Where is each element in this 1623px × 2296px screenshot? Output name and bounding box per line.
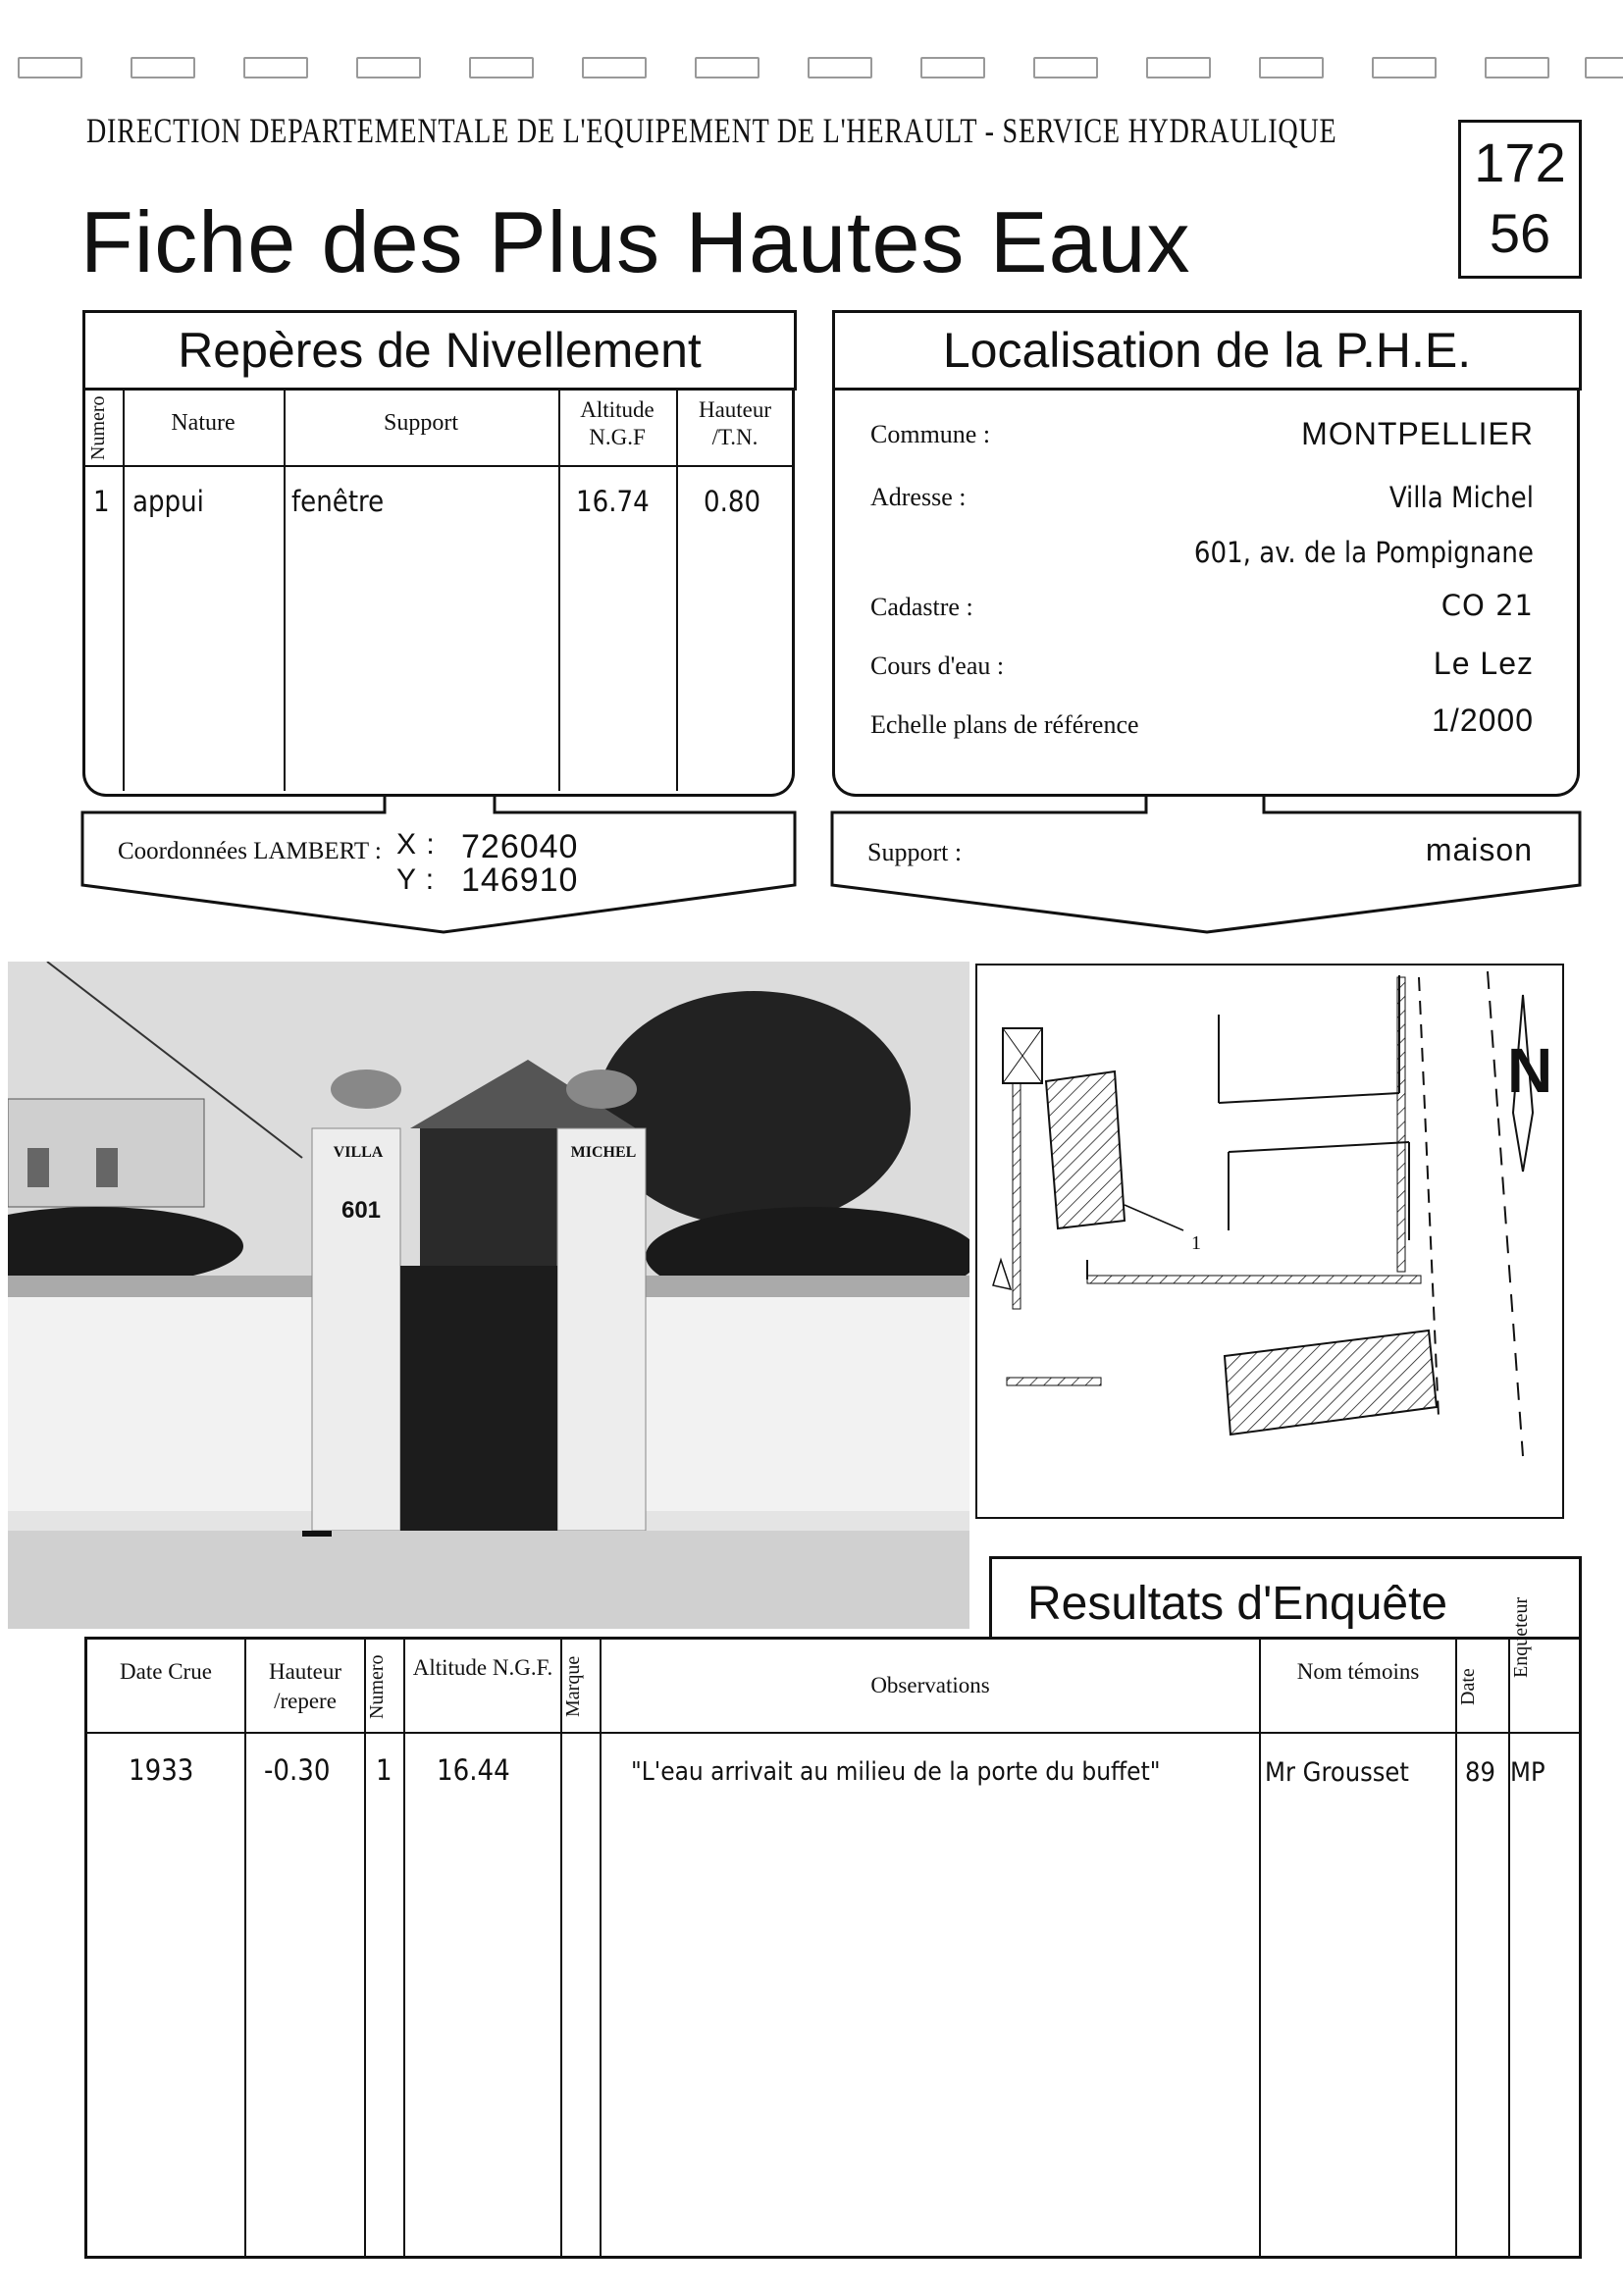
col-altitude: Altitude N.G.F	[580, 397, 654, 449]
row-date: 89	[1465, 1757, 1495, 1788]
row-altitude: 16.74	[576, 485, 650, 518]
cours-label: Cours d'eau :	[870, 652, 1005, 680]
reference-box	[1458, 120, 1582, 279]
map-marker-label: 1	[1191, 1232, 1201, 1254]
col-support: Support	[383, 410, 458, 436]
row-enqueteur: MP	[1510, 1757, 1545, 1788]
punch-hole	[243, 57, 308, 78]
row-altitude: 16.44	[437, 1753, 510, 1787]
reference-top: 172	[1474, 131, 1566, 193]
support-label: Support :	[867, 838, 963, 866]
row-nom: Mr Grousset	[1265, 1757, 1409, 1788]
row-numero: 1	[376, 1753, 393, 1787]
col-marque: Marque	[562, 1655, 584, 1718]
lambert-label: Coordonnées LAMBERT :	[118, 838, 382, 864]
punch-hole	[695, 57, 759, 78]
sign-villa: VILLA	[333, 1144, 384, 1161]
col-observations: Observations	[870, 1673, 990, 1697]
adresse-label: Adresse :	[870, 483, 967, 511]
col-enqueteur: Enqueteur	[1510, 1596, 1532, 1679]
punch-holes	[0, 57, 1623, 78]
localisation-title: Localisation de la P.H.E.	[832, 310, 1582, 391]
cadastre-label: Cadastre :	[870, 593, 973, 621]
col-numero: Numero	[366, 1654, 388, 1719]
resultats-title-box	[989, 1556, 1582, 1639]
column-divider	[284, 389, 286, 791]
y-value: 146910	[461, 861, 579, 899]
col-date-crue: Date Crue	[120, 1659, 212, 1684]
col-nom-temoins: Nom témoins	[1296, 1659, 1420, 1684]
row-support: fenêtre	[291, 485, 385, 518]
site-photo	[8, 962, 969, 1629]
commune-value: MONTPELLIER	[1301, 416, 1534, 451]
punch-hole	[1372, 57, 1437, 78]
column-divider	[1455, 1640, 1457, 2256]
header-separator	[85, 465, 792, 467]
cadastre-value: CO 21	[1440, 589, 1534, 622]
col-date: Date	[1457, 1668, 1479, 1705]
cours-value: Le Lez	[1433, 646, 1534, 681]
header-separator	[87, 1732, 1579, 1734]
adresse-line-2: 601, av. de la Pompignane	[1193, 536, 1534, 569]
column-divider	[560, 1640, 562, 2256]
col-hauteur: Hauteur /T.N.	[698, 397, 772, 449]
punch-hole	[1033, 57, 1098, 78]
col-numero: Numero	[87, 395, 109, 460]
echelle-label: Echelle plans de référence	[870, 710, 1139, 739]
punch-hole	[131, 57, 195, 78]
column-divider	[123, 389, 125, 791]
north-icon: N	[1507, 1035, 1553, 1106]
column-divider	[364, 1640, 366, 2256]
adresse-line-1: Villa Michel	[1388, 481, 1534, 514]
localisation-panel	[832, 389, 1580, 797]
punch-hole	[18, 57, 82, 78]
column-divider	[600, 1640, 602, 2256]
column-divider	[1259, 1640, 1261, 2256]
support-value: maison	[1425, 832, 1533, 867]
column-divider	[403, 1640, 405, 2256]
house-number: 601	[340, 1197, 382, 1224]
map-drawing	[977, 965, 1562, 1517]
reperes-table	[82, 389, 795, 797]
commune-label: Commune :	[870, 420, 991, 448]
echelle-value: 1/2000	[1432, 703, 1534, 738]
page-title: Fiche des Plus Hautes Eaux	[80, 193, 1191, 290]
punch-hole	[1585, 57, 1623, 78]
row-numero: 1	[93, 485, 110, 518]
reperes-title: Repères de Nivellement	[82, 310, 797, 391]
column-divider	[1508, 1640, 1510, 2256]
row-observations: "L'eau arrivait au milieu de la porte du buffet"	[631, 1757, 1161, 1787]
punch-hole	[469, 57, 534, 78]
col-altitude: Altitude N.G.F.	[412, 1655, 553, 1680]
service-header: DIRECTION DEPARTEMENTALE DE L'EQUIPEMENT DE L'HERAULT - SERVICE HYDRAULIQUE	[86, 111, 1337, 150]
punch-hole	[920, 57, 985, 78]
resultats-title: Resultats d'Enquête	[1027, 1578, 1448, 1630]
row-hauteur: 0.80	[704, 485, 761, 518]
punch-hole	[808, 57, 872, 78]
y-label: Y :	[396, 863, 436, 896]
punch-hole	[356, 57, 421, 78]
row-nature: appui	[132, 485, 204, 518]
site-map	[975, 964, 1564, 1519]
punch-hole	[582, 57, 647, 78]
x-label: X :	[396, 828, 436, 861]
punch-hole	[1146, 57, 1211, 78]
x-value: 726040	[461, 828, 579, 865]
col-hauteur-repere: Hauteur /repere	[268, 1659, 342, 1713]
row-date-crue: 1933	[129, 1753, 194, 1787]
photo-illustration	[8, 962, 969, 1629]
column-divider	[244, 1640, 246, 2256]
reference-bottom: 56	[1489, 202, 1551, 264]
punch-hole	[1485, 57, 1549, 78]
col-nature: Nature	[171, 410, 236, 436]
punch-hole	[1259, 57, 1324, 78]
sign-michel: MICHEL	[570, 1144, 637, 1161]
row-hauteur: -0.30	[264, 1753, 331, 1787]
